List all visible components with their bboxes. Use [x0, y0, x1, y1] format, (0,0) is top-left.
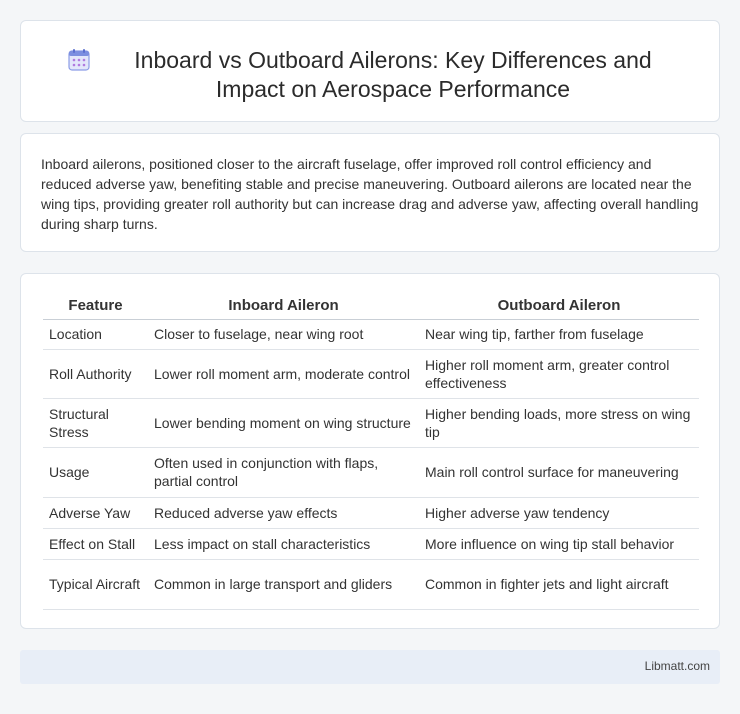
table-row [43, 559, 699, 609]
cell-feature: Usage [43, 447, 148, 497]
footer-brand-link[interactable]: Libmatt.com [644, 659, 710, 673]
cell-inboard: Less impact on stall characteristics [148, 528, 419, 559]
table-row [43, 349, 699, 398]
comparison-table [43, 293, 699, 610]
intro-card [20, 133, 720, 252]
cell-feature: Typical Aircraft [43, 559, 148, 609]
header-outboard: Outboard Aileron [419, 293, 699, 319]
header-inboard: Inboard Aileron [148, 293, 419, 319]
table-row [43, 528, 699, 559]
cell-outboard: Higher bending loads, more stress on wing tip [419, 398, 699, 447]
cell-outboard: Common in fighter jets and light aircraft [419, 559, 699, 609]
cell-inboard: Common in large transport and gliders [148, 559, 419, 609]
cell-inboard: Lower bending moment on wing structure [148, 398, 419, 447]
cell-feature: Structural Stress [43, 398, 148, 447]
comparison-card [20, 273, 720, 629]
page-title: Inboard vs Outboard Ailerons: Key Differences and Impact on Aerospace Performance [134, 47, 652, 102]
title-card [20, 20, 720, 122]
cell-outboard: Higher adverse yaw tendency [419, 497, 699, 528]
cell-outboard: Higher roll moment arm, greater control effectiveness [419, 349, 699, 398]
cell-inboard: Lower roll moment arm, moderate control [148, 349, 419, 398]
table-row [43, 319, 699, 349]
intro-paragraph: Inboard ailerons, positioned closer to the aircraft fuselage, offer improved roll control efficiency and reduced adverse yaw, benefiting stable and precise maneuvering. Outboard ailerons are located near the wing tips, providing greater roll authority but can increase drag and adverse yaw, affecting overall handling during sharp turns. [41, 156, 699, 232]
cell-inboard: Closer to fuselage, near wing root [148, 319, 419, 349]
cell-inboard: Often used in conjunction with flaps, partial control [148, 447, 419, 497]
footer [20, 650, 720, 684]
table-row [43, 447, 699, 497]
table-row [43, 398, 699, 447]
table-row [43, 497, 699, 528]
cell-outboard: Near wing tip, farther from fuselage [419, 319, 699, 349]
cell-feature: Effect on Stall [43, 528, 148, 559]
header-feature: Feature [43, 293, 148, 319]
cell-feature: Roll Authority [43, 349, 148, 398]
cell-outboard: More influence on wing tip stall behavior [419, 528, 699, 559]
cell-feature: Adverse Yaw [43, 497, 148, 528]
table-header-row [43, 293, 699, 319]
calendar-icon [67, 48, 91, 72]
cell-inboard: Reduced adverse yaw effects [148, 497, 419, 528]
cell-feature: Location [43, 319, 148, 349]
cell-outboard: Main roll control surface for maneuvering [419, 447, 699, 497]
